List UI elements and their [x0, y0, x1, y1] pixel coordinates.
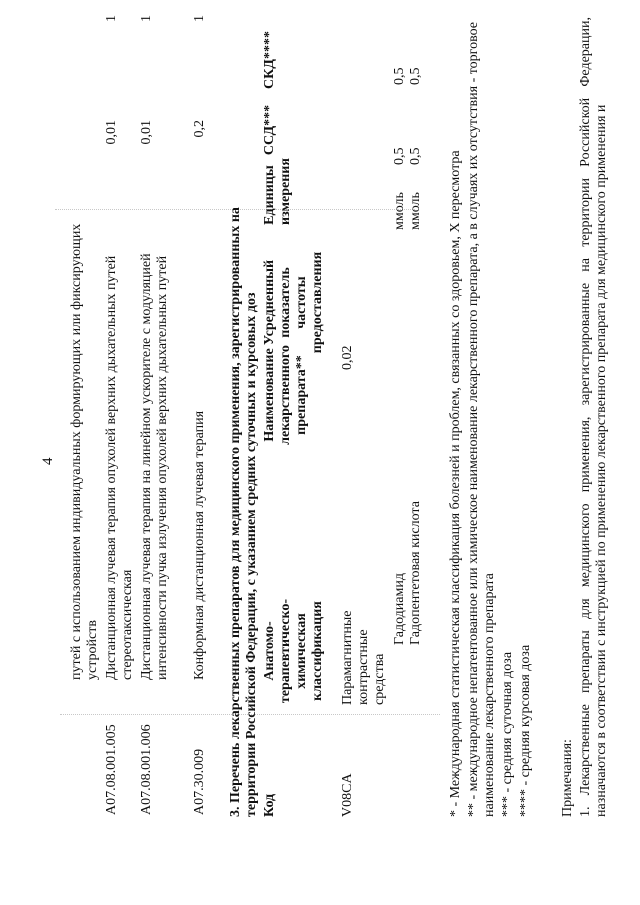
- section-title: 3. Перечень лекарственных препаратов для медицинского применения, зарегистрированных на территории Российской Федерации, с указанием средних суточных и курсовых доз: [228, 207, 259, 817]
- service-code: A07.30.009: [192, 748, 207, 815]
- service-continuation-text: путей с использованием индивидуальных формирующих или фиксирующих устройств: [69, 223, 100, 680]
- table-header-frequency: Усредненный показатель частоты предоставления: [262, 251, 325, 354]
- footnote: *** - средняя суточная доза: [500, 651, 515, 817]
- drug-unit: ммоль: [392, 192, 407, 230]
- footnote: **** - средняя курсовая доза: [518, 644, 533, 817]
- table-header-code: Код: [262, 793, 277, 817]
- drug-name: Гадодиамид: [392, 573, 407, 645]
- service-code: A07.08.001.006: [139, 724, 154, 815]
- note-item: 1. Лекарственные препараты для медицинского применения, зарегистрированные на территории Российской Федерации, назначаются в соответствии с инструкцией по применению лекарственного препарата для медицинского применения и: [578, 17, 609, 817]
- atc-group-code: V08CA: [340, 773, 355, 817]
- service-frequency: 0,01: [139, 120, 154, 145]
- service-frequency: 0,01: [104, 120, 119, 145]
- table-header-drug-name: Наименование лекарственного препарата**: [262, 345, 309, 445]
- notes-title: Примечания:: [560, 739, 575, 817]
- drug-skd: 0,5: [392, 67, 407, 85]
- atc-group-name: Парамагнитные контрастные средства: [340, 610, 387, 705]
- table-header-unit: Единицы измерения: [262, 158, 293, 225]
- service-multiplicity: 1: [192, 15, 207, 22]
- service-multiplicity: 1: [139, 15, 154, 22]
- page-number: 4: [40, 457, 56, 465]
- drug-name: Гадопентетовая кислота: [408, 501, 423, 645]
- service-code: A07.08.001.005: [104, 724, 119, 815]
- service-name: Дистанционная лучевая терапия опухолей верхних дыхательных путей стереотаксическая: [104, 255, 135, 680]
- drug-unit: ммоль: [408, 192, 423, 230]
- service-name: Конформная дистанционная лучевая терапия: [192, 410, 207, 680]
- service-name: Дистанционная лучевая терапия на линейном ускорителе с модуляцией интенсивности пучка излучения опухолей верхних дыхательных путей: [139, 253, 170, 680]
- table-header-ssd: ССД***: [262, 104, 277, 156]
- service-multiplicity: 1: [104, 15, 119, 22]
- table-header-skd: СКД****: [262, 31, 277, 89]
- drug-ssd: 0,5: [392, 147, 407, 165]
- service-frequency: 0,2: [192, 120, 207, 138]
- drug-ssd: 0,5: [408, 147, 423, 165]
- footnote: ** - международное непатентованное или химическое наименование лекарственного препарата, а в случаях их отсутствия - торговое наименование лекарственного препарата: [466, 22, 497, 817]
- drug-skd: 0,5: [408, 67, 423, 85]
- footnote: * - Международная статистическая классификация болезней и проблем, связанных со здоровьем, X пересмотра: [448, 150, 463, 817]
- table-header-atc: Анатомо-терапевтическо-химическая классификация: [262, 598, 325, 704]
- group-frequency: 0,02: [340, 345, 355, 370]
